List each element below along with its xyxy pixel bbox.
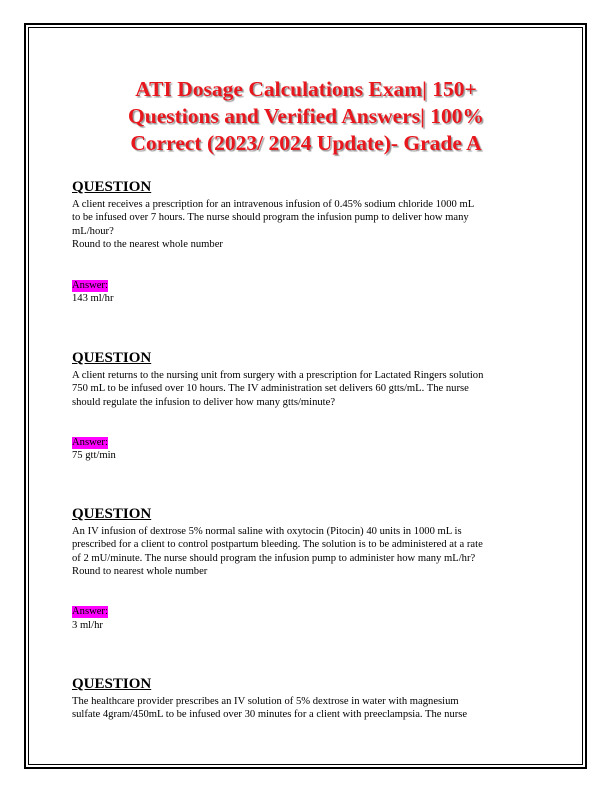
- question-heading: QUESTION: [72, 350, 152, 366]
- document-title: [40, 76, 572, 157]
- answer-label: Answer:: [72, 437, 108, 448]
- title-line-3: Correct (2023/ 2024 Update)- Grade A: [130, 131, 482, 155]
- question-block-1: [72, 179, 552, 252]
- question-heading: QUESTION: [72, 506, 152, 522]
- question-block-2: [72, 350, 552, 409]
- answer-value: 75 gtt/min: [72, 450, 116, 461]
- title-line-1: ATI Dosage Calculations Exam| 150+: [135, 77, 477, 101]
- title-line-2: Questions and Verified Answers| 100%: [128, 104, 484, 128]
- question-heading: QUESTION: [72, 179, 152, 195]
- question-block-3: [72, 506, 552, 579]
- question-text: The healthcare provider prescribes an IV solution of 5% dextrose in water with magnesium sulfate 4gram/450mL to be infused over 30 minutes for a client with preeclampsia. The nurse: [72, 696, 468, 721]
- answer-label: Answer:: [72, 280, 108, 291]
- question-text: An IV infusion of dextrose 5% normal saline with oxytocin (Pitocin) 40 units in 1000 mL is prescribed for a client to control postpartum bleeding. The solution is to be administered at a rate of 2 mU/minute. The nurse should program the infusion pump to administer how many mL/hr? Round to nearest whole number: [72, 526, 483, 578]
- question-block-4: [72, 676, 552, 722]
- answer-label: Answer:: [72, 606, 108, 617]
- question-heading: QUESTION: [72, 676, 152, 692]
- answer-value: 3 ml/hr: [72, 620, 103, 631]
- question-text: A client returns to the nursing unit from surgery with a prescription for Lactated Ringers solution 750 mL to be infused over 10 hours. The IV administration set delivers 60 gtts/mL. The nurse should regulate the infusion to deliver how many gtts/minute?: [72, 370, 484, 408]
- question-text: A client receives a prescription for an intravenous infusion of 0.45% sodium chloride 1000 mL to be infused over 7 hours. The nurse should program the infusion pump to deliver how many mL/hour? Round to the nearest whole number: [72, 199, 475, 251]
- answer-value: 143 ml/hr: [72, 293, 114, 304]
